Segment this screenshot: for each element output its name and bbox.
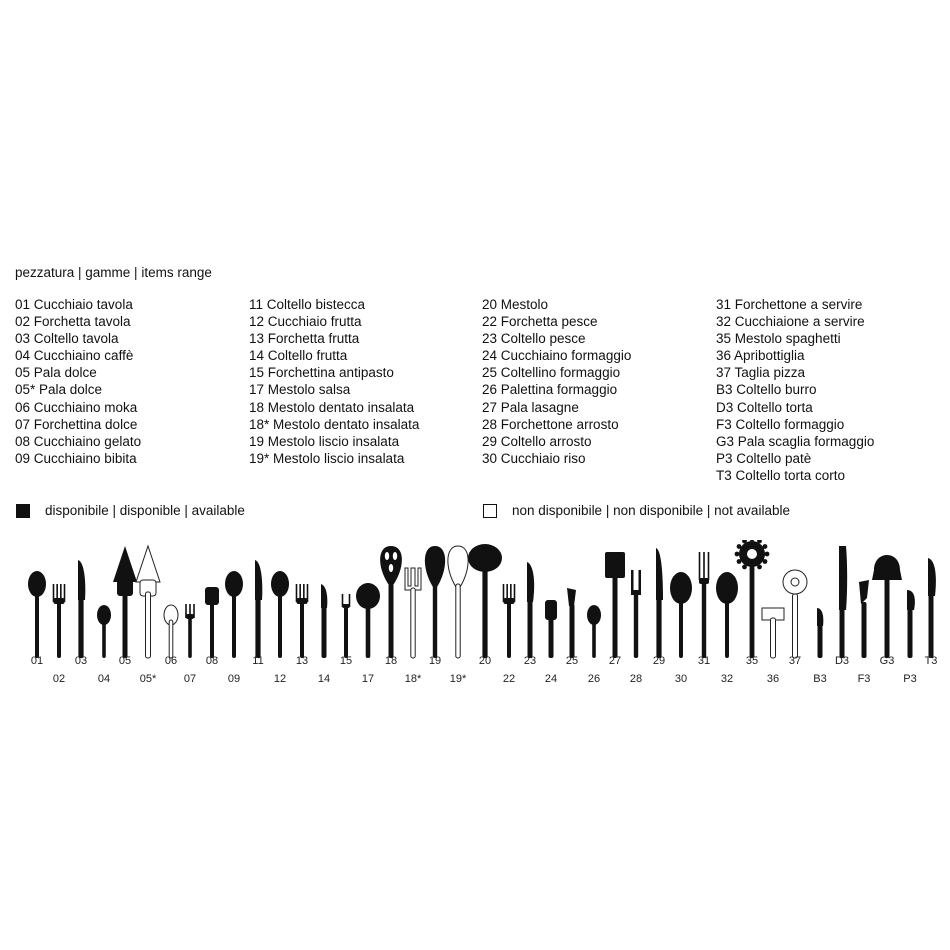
cutlery-item-13	[296, 584, 309, 658]
empty-square-icon	[483, 504, 497, 518]
item-code-label: 12	[273, 673, 287, 685]
cutlery-item-31	[699, 552, 710, 658]
item-label: 15 Forchettina antipasto	[249, 365, 394, 381]
item-code-label: D3	[834, 655, 850, 667]
cutlery-item-26	[587, 605, 601, 658]
cutlery-item-D3	[839, 546, 847, 658]
cutlery-item-37	[783, 570, 807, 658]
cutlery-item-15	[342, 594, 351, 658]
item-code-label: T3	[924, 655, 938, 667]
item-label: T3 Coltello torta corto	[716, 467, 846, 483]
item-label: 19* Mestolo liscio insalata	[249, 450, 405, 466]
item-code-label: 37	[788, 655, 802, 667]
item-code-label: 27	[608, 655, 622, 667]
item-label: 18* Mestolo dentato insalata	[249, 416, 420, 432]
item-label: 28 Forchettone arrosto	[482, 416, 619, 432]
cutlery-item-B3	[817, 608, 823, 658]
legend-available	[16, 503, 245, 518]
item-code-label: 04	[97, 673, 111, 685]
item-label: G3 Pala scaglia formaggio	[716, 433, 875, 449]
item-label: 26 Palettina formaggio	[482, 382, 618, 398]
item-code-label: 19*	[449, 673, 467, 685]
cutlery-item-12	[271, 571, 289, 658]
item-label: 11 Coltello bistecca	[249, 297, 366, 312]
item-code-label: 14	[317, 673, 331, 685]
item-code-label: 29	[652, 655, 666, 667]
cutlery-item-17	[356, 583, 380, 658]
item-label: 03 Coltello tavola	[15, 331, 119, 347]
cutlery-item-09	[225, 571, 243, 658]
cutlery-item-23	[527, 562, 534, 658]
items-column-1	[15, 296, 141, 467]
cutlery-item-03	[78, 560, 85, 658]
item-code-label: 03	[74, 655, 88, 667]
item-label: 37 Taglia pizza	[716, 365, 806, 381]
item-label: 22 Forchetta pesce	[482, 314, 598, 330]
item-code-label: 35	[745, 655, 759, 667]
item-label: 20 Mestolo	[482, 297, 549, 312]
item-code-label: 24	[544, 673, 558, 685]
item-label: 25 Coltellino formaggio	[482, 365, 621, 381]
cutlery-item-35	[735, 540, 770, 658]
item-code-label: 25	[565, 655, 579, 667]
cutlery-item-29	[656, 548, 663, 658]
cutlery-item-04	[97, 605, 111, 658]
item-code-label: 28	[629, 673, 643, 685]
cutlery-item-22	[503, 584, 516, 658]
item-label: 27 Pala lasagne	[482, 399, 579, 415]
item-label: P3 Coltello patè	[716, 450, 812, 466]
cutlery-item-G3	[872, 555, 902, 658]
cutlery-item-24	[545, 600, 557, 658]
item-code-label: 18*	[404, 673, 422, 685]
item-label: 13 Forchetta frutta	[249, 331, 360, 347]
item-label: 08 Cucchiaino gelato	[15, 433, 142, 449]
cutlery-item-19	[425, 546, 445, 658]
cutlery-silhouettes	[0, 540, 950, 690]
cutlery-item-18	[380, 546, 402, 658]
item-code-label: G3	[879, 655, 895, 667]
item-code-label: 26	[587, 673, 601, 685]
legend-not-available	[483, 503, 790, 518]
cutlery-item-06	[164, 605, 178, 658]
filled-square-icon	[16, 504, 30, 518]
item-label: 31 Forchettone a servire	[716, 297, 863, 312]
item-code-label: 22	[502, 673, 516, 685]
cutlery-item-30	[670, 572, 692, 658]
cutlery-item-T3	[928, 558, 936, 658]
item-code-label: 32	[720, 673, 734, 685]
item-code-label: 15	[339, 655, 353, 667]
item-label: 04 Cucchiaino caffè	[15, 348, 134, 364]
cutlery-item-18*	[405, 568, 421, 658]
item-label: 18 Mestolo dentato insalata	[249, 399, 415, 415]
item-label: 19 Mestolo liscio insalata	[249, 433, 400, 449]
item-label: 30 Cucchiaio riso	[482, 450, 586, 466]
cutlery-item-08	[205, 587, 219, 658]
item-label: 06 Cucchiaino moka	[15, 399, 138, 415]
item-code-label: 36	[766, 673, 780, 685]
cutlery-item-P3	[907, 590, 915, 658]
item-label: 35 Mestolo spaghetti	[716, 331, 841, 347]
item-label: 36 Apribottiglia	[716, 348, 805, 364]
cutlery-item-36	[762, 608, 784, 658]
item-label: 01 Cucchiaio tavola	[15, 297, 133, 312]
item-code-label: 02	[52, 673, 66, 685]
item-label: 23 Coltello pesce	[482, 331, 586, 347]
item-code-label: F3	[857, 673, 871, 685]
item-code-label: 05*	[139, 673, 157, 685]
item-code-label: 20	[478, 655, 492, 667]
items-column-4	[716, 296, 874, 484]
cutlery-item-01	[28, 571, 46, 658]
item-label: F3 Coltello formaggio	[716, 416, 845, 432]
cutlery-item-05	[113, 546, 137, 658]
item-label: 02 Forchetta tavola	[15, 314, 131, 330]
item-label: 32 Cucchiaione a servire	[716, 314, 865, 330]
cutlery-item-07	[185, 604, 195, 658]
item-label: 17 Mestolo salsa	[249, 382, 351, 398]
item-code-label: 08	[205, 655, 219, 667]
item-label: 29 Coltello arrosto	[482, 433, 592, 449]
item-label: 05 Pala dolce	[15, 365, 97, 381]
item-label: 05* Pala dolce	[15, 382, 103, 398]
item-code-label: 30	[674, 673, 688, 685]
cutlery-item-28	[631, 570, 641, 658]
cutlery-item-32	[716, 572, 738, 658]
item-label: 07 Forchettina dolce	[15, 416, 138, 432]
item-code-label: 18	[384, 655, 398, 667]
cutlery-item-11	[255, 560, 262, 658]
item-label: 12 Cucchiaio frutta	[249, 314, 362, 330]
item-label: 14 Coltello frutta	[249, 348, 348, 364]
item-label: 09 Cucchiaino bibita	[15, 450, 137, 466]
item-code-label: 01	[30, 655, 44, 667]
item-code-label: 07	[183, 673, 197, 685]
item-code-label: 06	[164, 655, 178, 667]
legend-available-label: disponibile | disponible | available	[45, 503, 245, 518]
cutlery-item-19*	[448, 546, 468, 658]
items-column-2	[249, 296, 419, 467]
cutlery-item-27	[605, 552, 625, 658]
cutlery-item-02	[53, 584, 66, 658]
item-code-label: 23	[523, 655, 537, 667]
item-code-label: B3	[813, 673, 827, 685]
item-code-label: P3	[903, 673, 917, 685]
item-label: B3 Coltello burro	[716, 382, 817, 398]
items-column-3	[482, 296, 631, 467]
cutlery-item-F3	[859, 580, 869, 658]
cutlery-item-25	[567, 588, 576, 658]
item-label: D3 Coltello torta	[716, 399, 813, 415]
item-code-label: 17	[361, 673, 375, 685]
page-heading: pezzatura | gamme | items range	[15, 265, 212, 280]
legend-not-available-label: non disponibile | non disponibile | not available	[512, 503, 790, 518]
cutlery-item-05*	[136, 546, 160, 658]
item-code-label: 11	[252, 655, 264, 667]
item-code-label: 31	[697, 655, 711, 667]
item-code-label: 09	[227, 673, 241, 685]
cutlery-item-20	[468, 544, 502, 658]
item-label: 24 Cucchiaino formaggio	[482, 348, 632, 364]
item-code-label: 13	[295, 655, 309, 667]
item-code-label: 19	[428, 655, 442, 667]
cutlery-item-14	[321, 584, 327, 658]
item-code-label: 05	[118, 655, 132, 667]
